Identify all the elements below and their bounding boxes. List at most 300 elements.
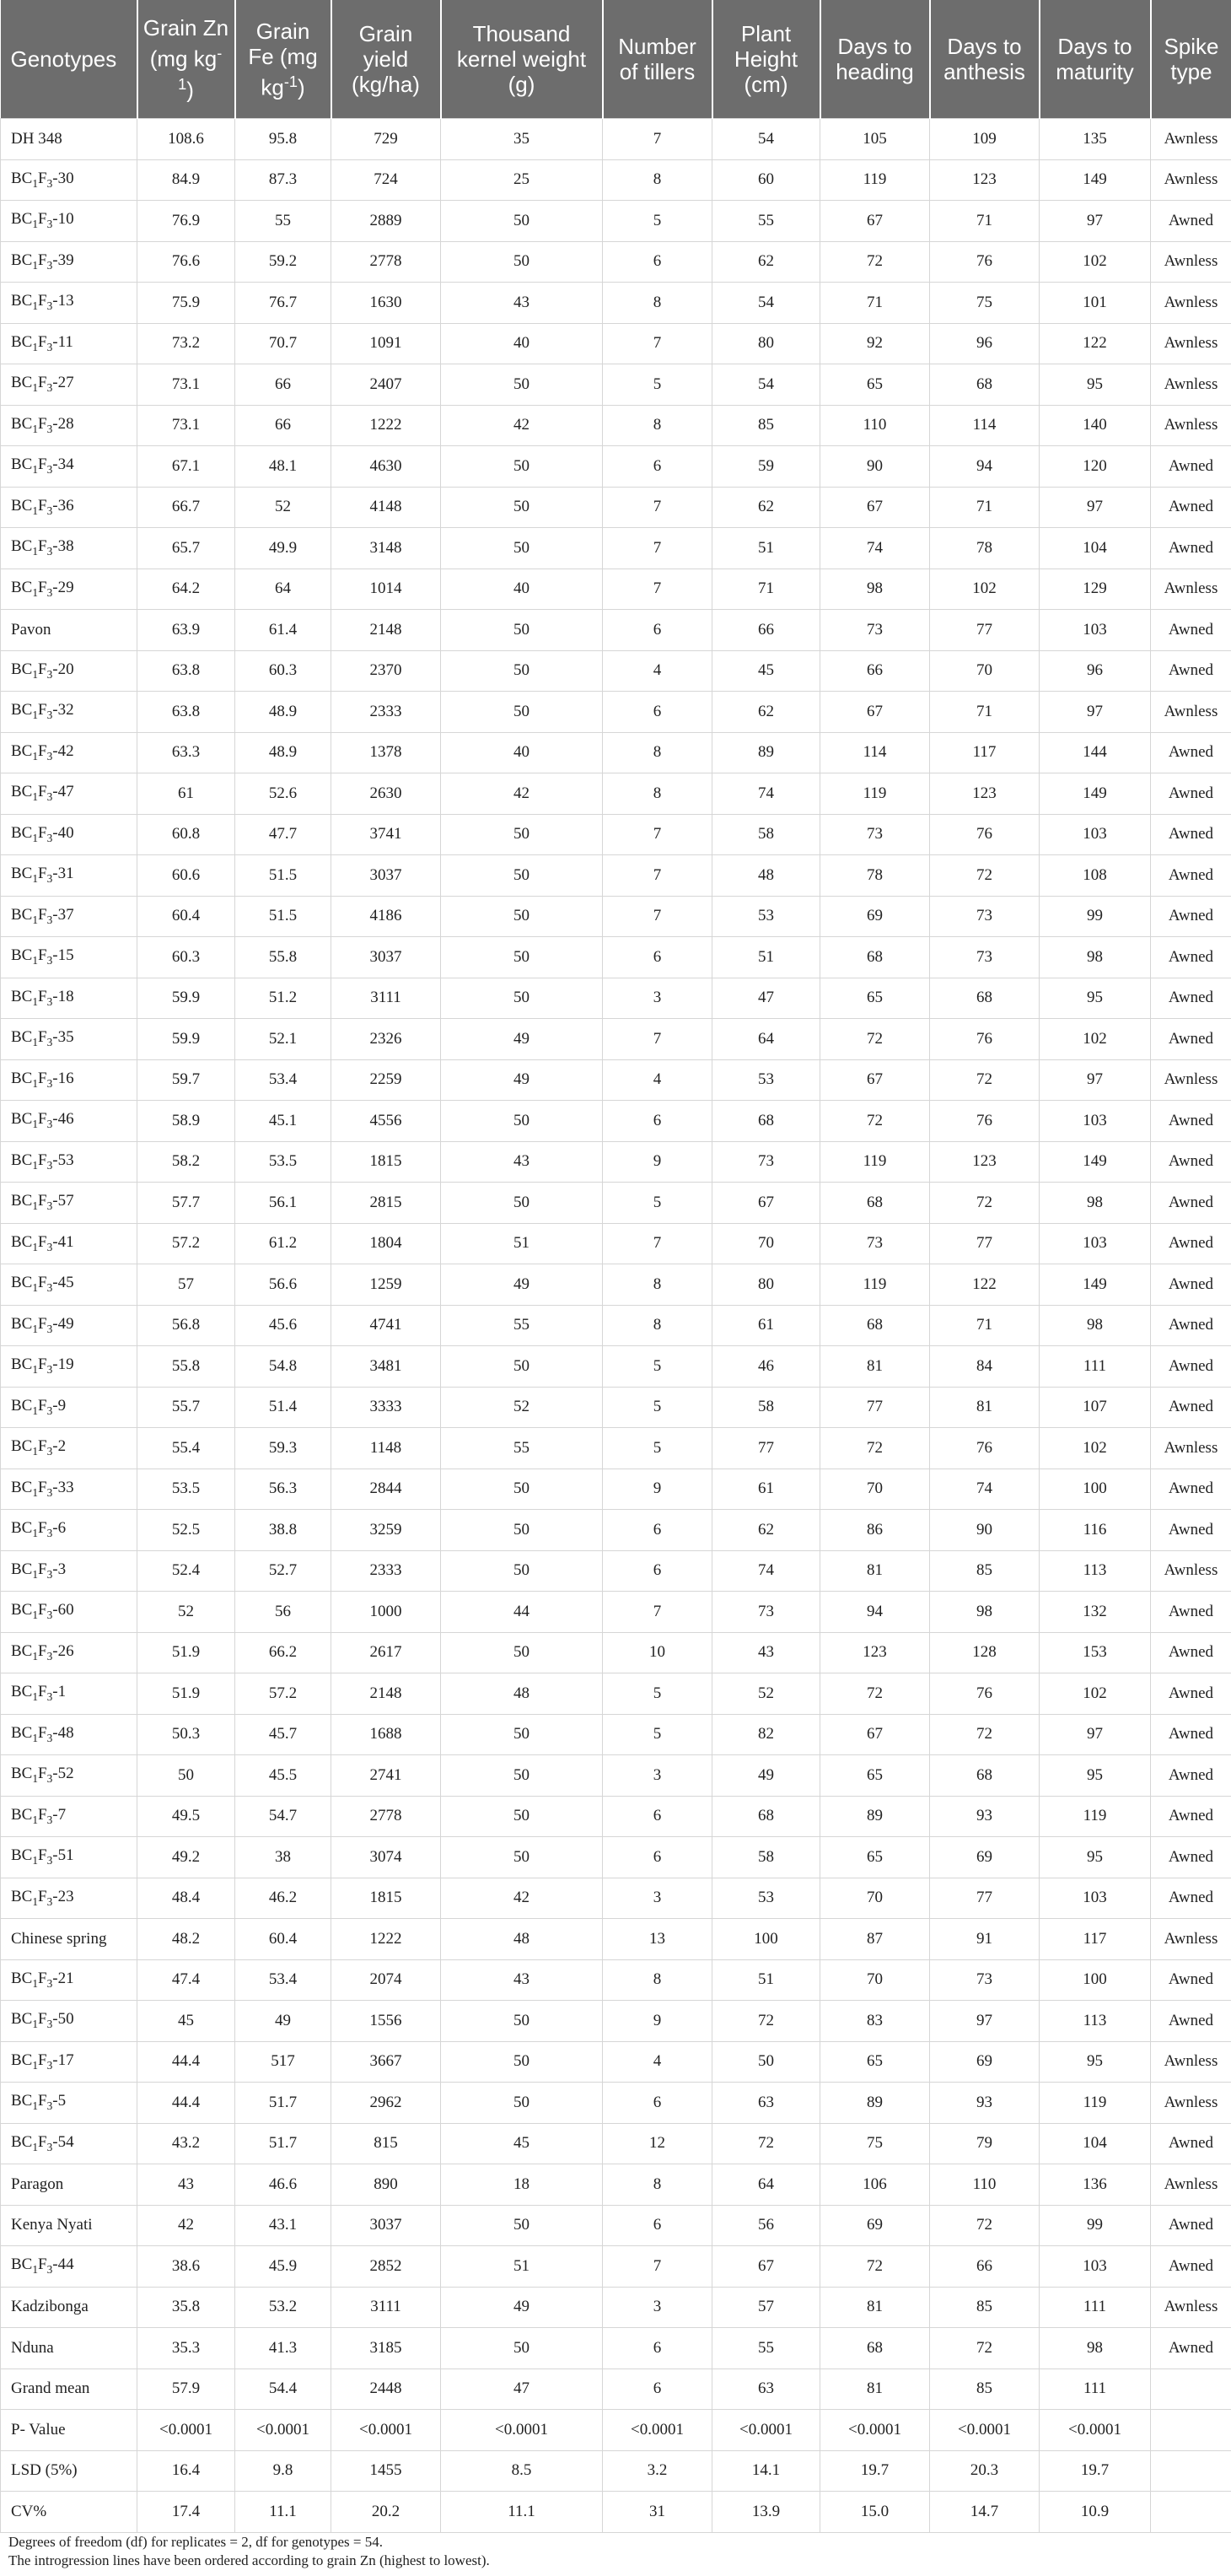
line-prefix-dash: -	[52, 169, 58, 187]
table-cell: 87	[820, 1919, 930, 1960]
line-prefix-f: F	[38, 905, 47, 924]
table-cell: Awned	[1151, 1019, 1231, 1060]
table-cell: 5	[603, 1428, 712, 1469]
table-cell: 73	[820, 814, 930, 855]
line-prefix-sub1: 1	[32, 504, 39, 517]
table-cell: 43	[137, 2164, 235, 2206]
table-cell: Awnless	[1151, 2041, 1231, 2083]
table-cell: 45	[712, 650, 820, 692]
table-cell: 99	[1040, 896, 1151, 937]
line-prefix-dash: -	[52, 660, 58, 678]
table-row	[1, 2123, 1231, 2164]
table-cell: 86	[820, 1510, 930, 1551]
line-prefix-sub1: 1	[32, 2018, 39, 2031]
table-cell: 48.4	[137, 1878, 235, 1919]
table-cell: Awned	[1151, 650, 1231, 692]
line-prefix-f: F	[38, 1232, 47, 1251]
genotype-cell	[1, 2083, 137, 2124]
line-prefix-sub1: 1	[32, 2140, 39, 2153]
line-prefix-f: F	[38, 741, 47, 760]
table-cell: 59.9	[137, 978, 235, 1019]
summary-cell: 14.7	[930, 2492, 1040, 2533]
line-prefix-dash: -	[52, 741, 58, 760]
genotype-cell	[1, 2328, 137, 2369]
line-prefix-dash: -	[52, 537, 58, 556]
table-cell: 119	[1040, 1796, 1151, 1837]
genotype-cell	[1, 773, 137, 815]
table-cell: 815	[331, 2123, 441, 2164]
line-prefix-bc: BC	[11, 905, 33, 924]
table-cell: Awned	[1151, 855, 1231, 897]
table-cell: 50	[441, 2001, 603, 2042]
table-cell: 114	[930, 405, 1040, 446]
table-cell: 55	[712, 2328, 820, 2369]
line-number: 47	[57, 783, 74, 801]
table-cell: Awnless	[1151, 2083, 1231, 2124]
summary-row	[1, 2492, 1231, 2533]
line-number: 1	[57, 1683, 67, 1701]
table-cell: 6	[603, 1101, 712, 1142]
genotype-name: DH 348	[11, 129, 62, 148]
table-cell: 7	[603, 2246, 712, 2288]
table-cell: 9	[603, 1469, 712, 1510]
line-prefix-dash: -	[52, 946, 58, 965]
line-number: 7	[57, 1805, 67, 1824]
table-cell: Awned	[1151, 2123, 1231, 2164]
table-cell: 104	[1040, 2123, 1151, 2164]
table-cell: 89	[820, 1796, 930, 1837]
table-cell: 42	[441, 1878, 603, 1919]
line-prefix-f: F	[38, 865, 47, 883]
table-row	[1, 2328, 1231, 2369]
table-cell: 1556	[331, 2001, 441, 2042]
table-cell: 67.1	[137, 446, 235, 488]
table-cell: Awned	[1151, 1878, 1231, 1919]
line-number: 10	[57, 210, 74, 229]
line-prefix-sub1: 1	[32, 913, 39, 926]
line-prefix-bc: BC	[11, 332, 33, 351]
summary-cell: <0.0001	[137, 2410, 235, 2451]
table-cell: 35.8	[137, 2287, 235, 2328]
line-prefix-sub2: 3	[46, 176, 53, 190]
line-prefix-sub2: 3	[46, 749, 53, 763]
line-prefix-sub2: 3	[46, 1731, 53, 1744]
line-number: 23	[57, 1887, 74, 1905]
line-prefix-f: F	[38, 2051, 47, 2069]
table-cell: 48.9	[235, 732, 331, 773]
table-cell: 102	[1040, 1428, 1151, 1469]
table-cell: 68	[820, 1183, 930, 1224]
table-row	[1, 1387, 1231, 1428]
table-cell: 94	[930, 446, 1040, 488]
line-prefix-sub1: 1	[32, 1404, 39, 1417]
table-cell: 8	[603, 1264, 712, 1306]
summary-cell: 19.7	[820, 2450, 930, 2492]
table-cell: 70	[820, 1878, 930, 1919]
table-cell: Awned	[1151, 2205, 1231, 2246]
table-cell: 59.3	[235, 1428, 331, 1469]
line-prefix-dash: -	[52, 1437, 58, 1456]
table-cell: 100	[712, 1919, 820, 1960]
table-cell: 56.1	[235, 1183, 331, 1224]
line-prefix-bc: BC	[11, 823, 33, 842]
table-cell: 3	[603, 1878, 712, 1919]
line-prefix-dash: -	[52, 374, 58, 392]
table-cell: 54	[712, 119, 820, 160]
table-cell: 81	[820, 1346, 930, 1388]
genotype-name: Kadzibonga	[11, 2298, 89, 2316]
table-cell: 78	[930, 528, 1040, 569]
line-prefix-sub2: 3	[46, 1527, 53, 1540]
line-prefix-bc: BC	[11, 537, 33, 556]
table-cell: Awned	[1151, 1755, 1231, 1797]
line-prefix-bc: BC	[11, 1723, 33, 1742]
line-prefix-f: F	[38, 1151, 47, 1169]
line-prefix-bc: BC	[11, 1437, 33, 1456]
summary-cell: 47	[441, 2369, 603, 2410]
line-prefix-bc: BC	[11, 2010, 33, 2029]
table-cell: 95	[1040, 1837, 1151, 1878]
table-cell: 93	[930, 1796, 1040, 1837]
table-cell: 4148	[331, 487, 441, 528]
table-cell: 52	[137, 1592, 235, 1633]
line-prefix-f: F	[38, 1028, 47, 1047]
summary-cell: 10.9	[1040, 2492, 1151, 2533]
table-cell: 53.2	[235, 2287, 331, 2328]
line-prefix-sub1: 1	[32, 2058, 39, 2072]
table-cell: 80	[712, 1264, 820, 1306]
table-cell: 49	[712, 1755, 820, 1797]
line-prefix-sub2: 3	[46, 667, 53, 681]
line-prefix-bc: BC	[11, 1765, 33, 1783]
line-prefix-sub2: 3	[46, 1609, 53, 1622]
line-prefix-f: F	[38, 1274, 47, 1292]
line-prefix-sub1: 1	[32, 1731, 39, 1744]
table-cell: 62	[712, 692, 820, 733]
table-row	[1, 487, 1231, 528]
line-prefix-bc: BC	[11, 987, 33, 1005]
line-prefix-sub1: 1	[32, 463, 39, 477]
line-number: 31	[57, 865, 74, 883]
table-cell: 45.6	[235, 1305, 331, 1346]
genotype-cell	[1, 1469, 137, 1510]
table-cell: Awned	[1151, 937, 1231, 978]
table-cell: 49	[441, 2287, 603, 2328]
table-row	[1, 159, 1231, 201]
line-number: 28	[57, 414, 74, 433]
table-cell: 49	[441, 1264, 603, 1306]
table-cell: 44.4	[137, 2083, 235, 2124]
genotype-cell	[1, 610, 137, 651]
table-cell: 105	[820, 119, 930, 160]
line-prefix-dash: -	[52, 251, 58, 269]
table-cell: 71	[820, 283, 930, 324]
table-cell: 6	[603, 1550, 712, 1592]
line-prefix-dash: -	[52, 2092, 58, 2110]
table-cell: 5	[603, 1673, 712, 1715]
table-cell: 75.9	[137, 283, 235, 324]
line-number: 36	[57, 496, 74, 515]
summary-row	[1, 2410, 1231, 2451]
table-cell: 6	[603, 2083, 712, 2124]
line-number: 18	[57, 987, 74, 1005]
genotype-cell	[1, 1919, 137, 1960]
table-cell: 123	[820, 1632, 930, 1673]
table-cell: 48.9	[235, 692, 331, 733]
table-cell: Awned	[1151, 2328, 1231, 2369]
table-cell: 48	[712, 855, 820, 897]
table-header-row	[1, 0, 1231, 119]
table-cell: Awnless	[1151, 1550, 1231, 1592]
summary-cell: 6	[603, 2369, 712, 2410]
line-prefix-bc: BC	[11, 251, 33, 269]
summary-cell: 63	[712, 2369, 820, 2410]
table-row	[1, 2205, 1231, 2246]
line-number: 40	[57, 823, 74, 842]
column-header	[603, 0, 712, 119]
line-prefix-sub2: 3	[46, 545, 53, 558]
line-prefix-bc: BC	[11, 1478, 33, 1496]
line-prefix-dash: -	[52, 578, 58, 596]
line-number: 60	[57, 1601, 74, 1619]
table-cell: Awned	[1151, 1264, 1231, 1306]
table-cell: 96	[930, 323, 1040, 364]
table-cell: 51.5	[235, 896, 331, 937]
table-cell: 73	[930, 896, 1040, 937]
line-number: 44	[57, 2255, 74, 2274]
line-prefix-sub2: 3	[46, 1240, 53, 1253]
table-cell: 2778	[331, 241, 441, 283]
table-cell: 45.9	[235, 2246, 331, 2288]
line-prefix-dash: -	[52, 783, 58, 801]
line-prefix-sub1: 1	[32, 545, 39, 558]
line-prefix-dash: -	[52, 1805, 58, 1824]
table-cell: 72	[930, 2205, 1040, 2246]
table-cell: 114	[820, 732, 930, 773]
line-prefix-bc: BC	[11, 2255, 33, 2274]
table-cell: 50	[441, 1101, 603, 1142]
line-number: 35	[57, 1028, 74, 1047]
table-cell: 40	[441, 569, 603, 610]
line-prefix-sub1: 1	[32, 872, 39, 886]
line-prefix-dash: -	[52, 496, 58, 515]
table-cell: 3333	[331, 1387, 441, 1428]
table-cell: 2852	[331, 2246, 441, 2288]
line-prefix-bc: BC	[11, 496, 33, 515]
genotype-cell	[1, 1755, 137, 1797]
table-row	[1, 1346, 1231, 1388]
line-prefix-sub2: 3	[46, 1813, 53, 1826]
table-cell: 50	[441, 1755, 603, 1797]
line-prefix-sub2: 3	[46, 218, 53, 231]
line-number: 46	[57, 1110, 74, 1129]
table-cell: 73	[930, 937, 1040, 978]
table-footnotes	[0, 2533, 1231, 2570]
table-cell: 73	[712, 1592, 820, 1633]
line-prefix-bc: BC	[11, 455, 33, 474]
genotype-cell	[1, 283, 137, 324]
table-cell: 2259	[331, 1059, 441, 1101]
table-cell: 2326	[331, 1019, 441, 1060]
line-prefix-sub2: 3	[46, 1485, 53, 1499]
line-number: 42	[57, 741, 74, 760]
table-cell: 8	[603, 283, 712, 324]
line-prefix-sub1: 1	[32, 1322, 39, 1335]
table-cell: 90	[930, 1510, 1040, 1551]
table-row	[1, 1837, 1231, 1878]
table-cell: 76	[930, 1673, 1040, 1715]
table-row	[1, 1183, 1231, 1224]
summary-cell: 11.1	[235, 2492, 331, 2533]
genotype-cell	[1, 159, 137, 201]
table-cell: 57	[712, 2287, 820, 2328]
line-prefix-sub2: 3	[46, 1158, 53, 1172]
genotype-cell	[1, 405, 137, 446]
table-cell: 68	[712, 1101, 820, 1142]
table-cell: 117	[930, 732, 1040, 773]
line-prefix-dash: -	[52, 292, 58, 310]
table-cell: 1222	[331, 1919, 441, 1960]
table-cell: Awnless	[1151, 569, 1231, 610]
table-cell: 76.9	[137, 201, 235, 242]
line-prefix-bc: BC	[11, 292, 33, 310]
table-cell: 1378	[331, 732, 441, 773]
line-number: 19	[57, 1355, 74, 1374]
table-cell: 153	[1040, 1632, 1151, 1673]
line-prefix-f: F	[38, 701, 47, 719]
line-prefix-f: F	[38, 2092, 47, 2110]
summary-cell: <0.0001	[331, 2410, 441, 2451]
table-cell: 52.4	[137, 1550, 235, 1592]
table-cell: 110	[820, 405, 930, 446]
table-cell: 132	[1040, 1592, 1151, 1633]
table-cell: 38	[235, 1837, 331, 1878]
line-prefix-sub1: 1	[32, 1567, 39, 1581]
table-row	[1, 528, 1231, 569]
table-cell: 3037	[331, 937, 441, 978]
line-prefix-bc: BC	[11, 865, 33, 883]
table-cell: 65	[820, 1755, 930, 1797]
line-prefix-dash: -	[52, 865, 58, 883]
summary-label: P- Value	[1, 2410, 137, 2451]
genotype-cell	[1, 364, 137, 406]
column-header	[1151, 0, 1231, 119]
table-cell: 48	[441, 1673, 603, 1715]
line-prefix-dash: -	[52, 332, 58, 351]
table-cell: Awned	[1151, 1837, 1231, 1878]
table-cell: 5	[603, 1183, 712, 1224]
genotype-cell	[1, 692, 137, 733]
line-prefix-bc: BC	[11, 1846, 33, 1865]
table-cell: 2074	[331, 1959, 441, 2001]
line-prefix-bc: BC	[11, 1396, 33, 1415]
line-prefix-dash: -	[52, 987, 58, 1005]
line-prefix-sub1: 1	[32, 1690, 39, 1704]
table-cell: 49.2	[137, 1837, 235, 1878]
table-cell: 68	[930, 978, 1040, 1019]
table-cell: 38.6	[137, 2246, 235, 2288]
column-header	[137, 0, 235, 119]
table-cell: 58	[712, 814, 820, 855]
line-prefix-bc: BC	[11, 578, 33, 596]
line-prefix-bc: BC	[11, 741, 33, 760]
table-cell: 63.8	[137, 650, 235, 692]
line-prefix-f: F	[38, 251, 47, 269]
column-header-label: Thousand kernel weight (g)	[456, 21, 587, 97]
table-cell: Awnless	[1151, 119, 1231, 160]
summary-cell: 15.0	[820, 2492, 930, 2533]
table-cell: 72	[930, 855, 1040, 897]
line-number: 51	[57, 1846, 74, 1865]
table-cell: 113	[1040, 1550, 1151, 1592]
line-number: 11	[57, 332, 73, 351]
table-cell: 4	[603, 2041, 712, 2083]
table-row	[1, 2001, 1231, 2042]
table-cell: Awned	[1151, 2001, 1231, 2042]
line-prefix-dash: -	[52, 414, 58, 433]
line-prefix-sub2: 3	[46, 954, 53, 967]
line-prefix-bc: BC	[11, 1519, 33, 1538]
table-cell: 43.2	[137, 2123, 235, 2164]
table-cell: 45.1	[235, 1101, 331, 1142]
line-number: 6	[57, 1519, 67, 1538]
table-cell: Awned	[1151, 1141, 1231, 1183]
table-cell: 8	[603, 1305, 712, 1346]
table-cell: 50	[441, 487, 603, 528]
line-prefix-f: F	[38, 1478, 47, 1496]
table-cell: 3481	[331, 1346, 441, 1388]
table-row	[1, 1101, 1231, 1142]
table-cell: 98	[1040, 2328, 1151, 2369]
table-cell: 2844	[331, 1469, 441, 1510]
table-cell: 49	[235, 2001, 331, 2042]
table-cell: 1091	[331, 323, 441, 364]
line-prefix-sub1: 1	[32, 1894, 39, 1908]
line-prefix-sub2: 3	[46, 1976, 53, 1990]
table-cell: 3	[603, 978, 712, 1019]
line-prefix-bc: BC	[11, 1805, 33, 1824]
line-prefix-bc: BC	[11, 1151, 33, 1169]
line-prefix-f: F	[38, 1846, 47, 1865]
genotype-cell	[1, 896, 137, 937]
table-cell: 76	[930, 814, 1040, 855]
summary-label: CV%	[1, 2492, 137, 2533]
table-cell: 41.3	[235, 2328, 331, 2369]
table-row	[1, 1550, 1231, 1592]
line-prefix-dash: -	[52, 1069, 58, 1087]
table-cell: 58	[712, 1387, 820, 1428]
table-cell: 102	[1040, 241, 1151, 283]
table-cell: 4630	[331, 446, 441, 488]
line-prefix-dash: -	[52, 1969, 58, 1987]
table-cell: 1148	[331, 1428, 441, 1469]
line-prefix-dash: -	[52, 1478, 58, 1496]
line-prefix-bc: BC	[11, 2132, 33, 2151]
table-cell: 144	[1040, 732, 1151, 773]
table-cell: 50	[441, 1837, 603, 1878]
table-cell: 35	[441, 119, 603, 160]
table-cell: Awnless	[1151, 241, 1231, 283]
table-cell: Awned	[1151, 773, 1231, 815]
genotype-cell	[1, 1837, 137, 1878]
table-cell: 73.1	[137, 364, 235, 406]
table-cell: 6	[603, 2205, 712, 2246]
table-cell: 50	[441, 2328, 603, 2369]
table-cell: 58	[712, 1837, 820, 1878]
line-prefix-bc: BC	[11, 1683, 33, 1701]
line-prefix-sub2: 3	[46, 1404, 53, 1417]
column-header-label: Number of tillers	[618, 34, 696, 84]
